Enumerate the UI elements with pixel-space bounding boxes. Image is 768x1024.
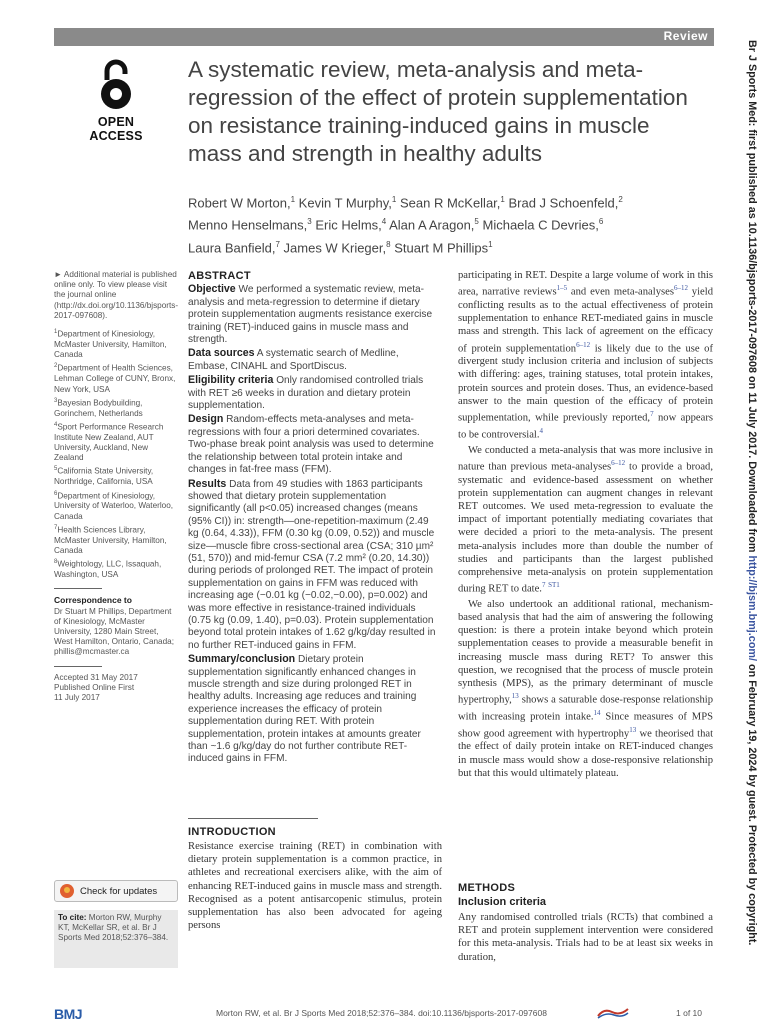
to-cite-label: To cite:	[58, 913, 87, 922]
author-affiliation: 2	[618, 195, 623, 204]
affiliation-number: 2	[54, 363, 58, 370]
abstract-section-text: Only randomised controlled trials with RET ≥6 weeks in duration and dietary protein supplementation.	[188, 375, 424, 412]
abstract-section-text: Random-effects meta-analyses and meta-regressions with four a priori determined covariates. Two-phase break point analysis was used to determine the relationship between total protein intake and changes in fat-free mass (FFM).	[188, 414, 434, 476]
citation-ref[interactable]: 7	[541, 581, 546, 590]
abstract-section-label: Summary/conclusion	[188, 653, 296, 666]
open-access-text: OPEN ACCESS	[89, 115, 143, 143]
body-text: and even meta-analyses	[567, 286, 674, 298]
citation-ref[interactable]: 1–5	[556, 284, 568, 293]
methods-heading: METHODS	[458, 882, 516, 894]
body-paragraph-1	[458, 269, 713, 442]
author-affiliation: 6	[598, 217, 604, 227]
author-name: Kevin T Murphy,	[298, 195, 392, 211]
citation-ref[interactable]: 6–12	[611, 458, 626, 467]
page-footer	[0, 1000, 768, 1024]
author-affiliation: 5	[474, 217, 479, 227]
body-text: participating in RET. Despite a large volume of work in this area, narrative reviews	[458, 270, 713, 298]
affiliation-number: 5	[54, 466, 58, 473]
abstract-section	[188, 283, 440, 346]
author-affiliation: 1	[500, 195, 505, 204]
affiliation-text: Bayesian Bodybuilding, Gorinchem, Netherlands	[54, 398, 143, 418]
body-text: now appears to be controversial.	[458, 412, 713, 441]
affiliation-text: Department of Health Sciences, Lehman College of CUNY, Bronx, New York, USA	[54, 364, 176, 394]
body-text: Since measures of MPS show good agreement with hypertrophy	[458, 711, 713, 740]
author-name: Laura Banfield,	[188, 239, 276, 255]
body-column	[458, 269, 713, 782]
footer-citation: Morton RW, et al. Br J Sports Med 2018;52:376–384. doi:10.1136/bjsports-2017-097608	[216, 1008, 547, 1018]
check-for-updates-label: Check for updates	[80, 885, 158, 897]
abstract-section-text: Data from 49 studies with 1863 participants showed that dietary protein supplementation significantly (all p<0.05) increased changes (means (95% CI)) in: strength—one-repetition-maximum (2.49 kg (0.64, 4.33)), FFM (0.30 kg (0.09, 0.52)) and muscle size—muscle fibre cross-sectional area (CSA; 310 µm² (51, 570)) and mid-femur CSA (7.2 mm² (0.20, 14.30)) during periods of prolonged RET. The impact of protein supplementation on gains in FFM was reduced with increasing age (−0.01 kg (−0.02,−0.00), p=0.002) and was more effective in resistance-trained individuals (0.75 kg (0.09, 1.40), p=0.03). Protein supplementation beyond total protein intakes of 1.62 g/kg/day resulted in no further RET-induced gains in FFM.	[188, 478, 436, 651]
left-sidebar	[54, 270, 178, 709]
author-affiliation: 1	[391, 195, 397, 204]
author-name: Stuart M Phillips	[394, 239, 489, 255]
download-notice	[746, 40, 758, 945]
author-affiliation: 1	[488, 239, 493, 249]
inclusion-criteria-heading: Inclusion criteria	[458, 896, 547, 908]
author-name: Robert W Morton,	[188, 195, 291, 211]
abstract-sections	[188, 283, 440, 765]
abstract-section	[188, 374, 440, 412]
author-name: Brad J Schoenfeld,	[508, 195, 619, 211]
affiliation-item	[54, 396, 178, 419]
affiliation-number: 3	[54, 397, 58, 404]
citation-ref[interactable]: 6–12	[673, 284, 688, 293]
divider	[54, 666, 102, 667]
author-name: James W Krieger,	[283, 239, 387, 255]
abstract	[188, 270, 440, 767]
open-access-lock-icon	[97, 58, 135, 112]
affiliation-text: Sport Performance Research Institute New Zealand, AUT University, Auckland, New Zealand	[54, 422, 164, 463]
to-cite-text: Morton RW, Murphy KT, McKellar SR, et al. Br J Sports Med 2018;52:376–384.	[58, 913, 169, 942]
correspondence-text: Dr Stuart M Phillips, Department of Kinesiology, McMaster University, 1280 Main Street, West Hamilton, Ontario, Canada; phillis@mcmaster.ca	[54, 606, 174, 657]
affiliation-list	[54, 327, 178, 580]
abstract-section-label: Objective	[188, 283, 236, 296]
abstract-section	[188, 347, 440, 373]
author-affiliation: 8	[386, 239, 391, 249]
citation-ref[interactable]: 14	[593, 709, 601, 718]
introduction-heading: INTRODUCTION	[188, 826, 276, 838]
affiliation-item	[54, 557, 178, 580]
affiliation-item	[54, 523, 178, 556]
abstract-heading: ABSTRACT	[188, 270, 251, 282]
accepted-date: Accepted 31 May 2017	[54, 672, 138, 682]
affiliation-text: Department of Kinesiology, University of Waterloo, Waterloo, Canada	[54, 491, 174, 521]
citation-ref[interactable]: 13	[629, 725, 637, 734]
open-access-logo	[72, 58, 160, 143]
additional-material-note: ► Additional material is published online only. To view please visit the journal online (http://dx.doi.org/10.1136/bjsports-2017-097608).	[54, 270, 179, 320]
citation-ref[interactable]: 6–12	[576, 340, 591, 349]
abstract-section-label: Eligibility criteria	[188, 374, 274, 387]
author-affiliation: 3	[307, 217, 312, 227]
correspondence-block	[54, 595, 178, 657]
basem-logo-icon	[596, 1006, 630, 1020]
author-name: Alan A Aragon,	[389, 217, 475, 233]
author-name: Michaela C Devries,	[482, 217, 599, 233]
methods-text: Any randomised controlled trials (RCTs) that combined a RET and protein supplement intervention were considered for this meta-analysis. Trials had to be at least six weeks in duration,	[458, 912, 713, 963]
body-text: is likely due to the use of divergent study inclusion criteria and inclusion of subjects with differing: ages, training statuses, total protein intakes, protein sources and protein doses. Thus, an evidence-based answer to the main question of the efficacy of protein supplementation, while previously reported,	[458, 343, 714, 424]
author-affiliation: 4	[381, 217, 387, 227]
author-name: Sean R McKellar,	[399, 195, 501, 211]
affiliation-number: 6	[54, 490, 58, 497]
check-for-updates-button[interactable]	[54, 880, 178, 902]
body-text: We also undertook an additional rational, mechanism-based analysis that had the aim of answering the following question: is there a protein intake beyond which protein supplementation ceases to provide a measurable benefit in increasing muscle mass during RET? To answer this question, we recognised that the process of muscle protein synthesis (MPS), as the primary determinant of muscle hypertrophy,	[458, 598, 713, 706]
divider	[54, 588, 102, 589]
author-name: Menno Henselmans,	[188, 217, 308, 233]
affiliation-item	[54, 420, 178, 464]
correspondence-heading: Correspondence to	[54, 595, 132, 606]
abstract-section-text: We performed a systematic review, meta-analysis and meta-regression to determine if dietary protein supplementation augments resistance exercise training (RET)-induced gains in muscle mass and strength.	[188, 284, 433, 346]
article-title: A systematic review, meta-analysis and meta-regression of the effect of protein supplementation on resistance training-induced gains in muscle mass and strength in healthy adults	[188, 57, 688, 166]
affiliation-text: California State University, Northridge, California, USA	[54, 467, 154, 487]
abstract-section	[188, 413, 440, 476]
abstract-section-text: A systematic search of Medline, Embase, CINAHL and SportDiscus.	[188, 348, 399, 372]
body-text: we theorised that the effect of daily protein intake on RET-induced changes in muscle mass would show a dose-responsive relationship but that this would ultimately plateau.	[458, 728, 714, 779]
affiliation-number: 4	[54, 421, 58, 428]
affiliation-text: Department of Kinesiology, McMaster University, Hamilton, Canada	[54, 329, 167, 360]
affiliation-number: 7	[54, 524, 58, 531]
affiliation-text: Health Sciences Library, McMaster University, Hamilton, Canada	[54, 525, 167, 556]
abstract-section	[188, 653, 440, 766]
author-list	[188, 190, 688, 257]
section-label: Review	[663, 29, 708, 43]
introduction-text: Resistance exercise training (RET) in combination with dietary protein supplementation is a common practice, in athletes and recreational exercisers alike, with the aim of enhancing RET-induced gains in muscle mass and strength. Recognised as a potent antisarcopenic stimulus, protein supplementation has also been advocated for ageing persons	[188, 841, 442, 932]
citation-ref[interactable]: 13	[511, 692, 519, 701]
section-bar	[54, 28, 714, 46]
abstract-section-label: Results	[188, 477, 227, 490]
author-name: Eric Helms,	[315, 217, 382, 233]
affiliation-number: 8	[54, 559, 58, 566]
body-text: We conducted a meta-analysis that was more inclusive in nature than previous meta-analyses	[458, 444, 713, 473]
to-cite-box	[54, 910, 178, 968]
author-affiliation: 1	[290, 195, 296, 204]
dates-block	[54, 673, 178, 704]
body-text: to provide a broad, systematic and evidence-based assessment on whether protein supplementation can augment changes in relevant RET outcomes. We used meta-regression to evaluate the impact of important potentially mediating covariates that were decided a priori to the meta-analysis. The present meta-analysis includes more than double the number of studies and participants than the largest published comprehensive meta-analysis on protein supplementation during RET to date.	[458, 461, 713, 595]
affiliation-item	[54, 464, 178, 487]
crossmark-icon	[60, 884, 74, 898]
download-notice-prefix: Br J Sports Med: first published as 10.1136/bjsports-2017-097608 on 11 July 2017. Downloaded from	[746, 40, 758, 556]
download-notice-suffix: on February 19, 2024 by guest. Protected by copyright.	[746, 661, 758, 946]
affiliation-item	[54, 327, 178, 360]
abstract-section-label: Design	[188, 413, 224, 426]
body-paragraph-3	[458, 598, 713, 780]
abstract-section	[188, 478, 440, 653]
journal-link[interactable]: http://bjsm.bmj.com/	[746, 555, 758, 662]
affiliation-text: Weightology, LLC, Issaquah, Washington, USA	[54, 559, 162, 580]
published-label: Published Online First	[54, 682, 135, 692]
bmj-logo: BMJ	[54, 1006, 83, 1022]
body-text: yield conflicting results as to the actual effectiveness of protein supplementation to enhance RET-mediated gains in muscle mass and strength. This lack of agreement on the efficacy of protein supplementation	[458, 286, 713, 355]
affiliation-item	[54, 489, 178, 522]
citation-ref[interactable]: 7	[650, 410, 654, 419]
author-affiliation: 7	[275, 239, 280, 249]
affiliation-item	[54, 361, 178, 394]
citation-ref[interactable]: ST1	[548, 581, 560, 590]
citation-ref[interactable]: 4	[539, 426, 543, 435]
body-text: shows a saturable dose-response relationship with increasing protein intake.	[458, 694, 713, 723]
page-number: 1 of 10	[676, 1008, 702, 1018]
download-strip	[738, 40, 758, 980]
body-paragraph-2	[458, 444, 713, 596]
abstract-section-label: Data sources	[188, 347, 255, 360]
published-date: 11 July 2017	[54, 692, 100, 702]
affiliation-number: 1	[54, 329, 58, 336]
abstract-divider	[188, 818, 318, 819]
abstract-section-text: Dietary protein supplementation significantly enhanced changes in muscle strength and size during prolonged RET in healthy adults. Increasing age reduces and training experience increases the efficacy of protein supplementation during RET. With protein supplementation, protein intakes at amounts greater than ~1.6 g/kg/day do not further contribute RET-induced gains in FFM.	[188, 654, 421, 765]
